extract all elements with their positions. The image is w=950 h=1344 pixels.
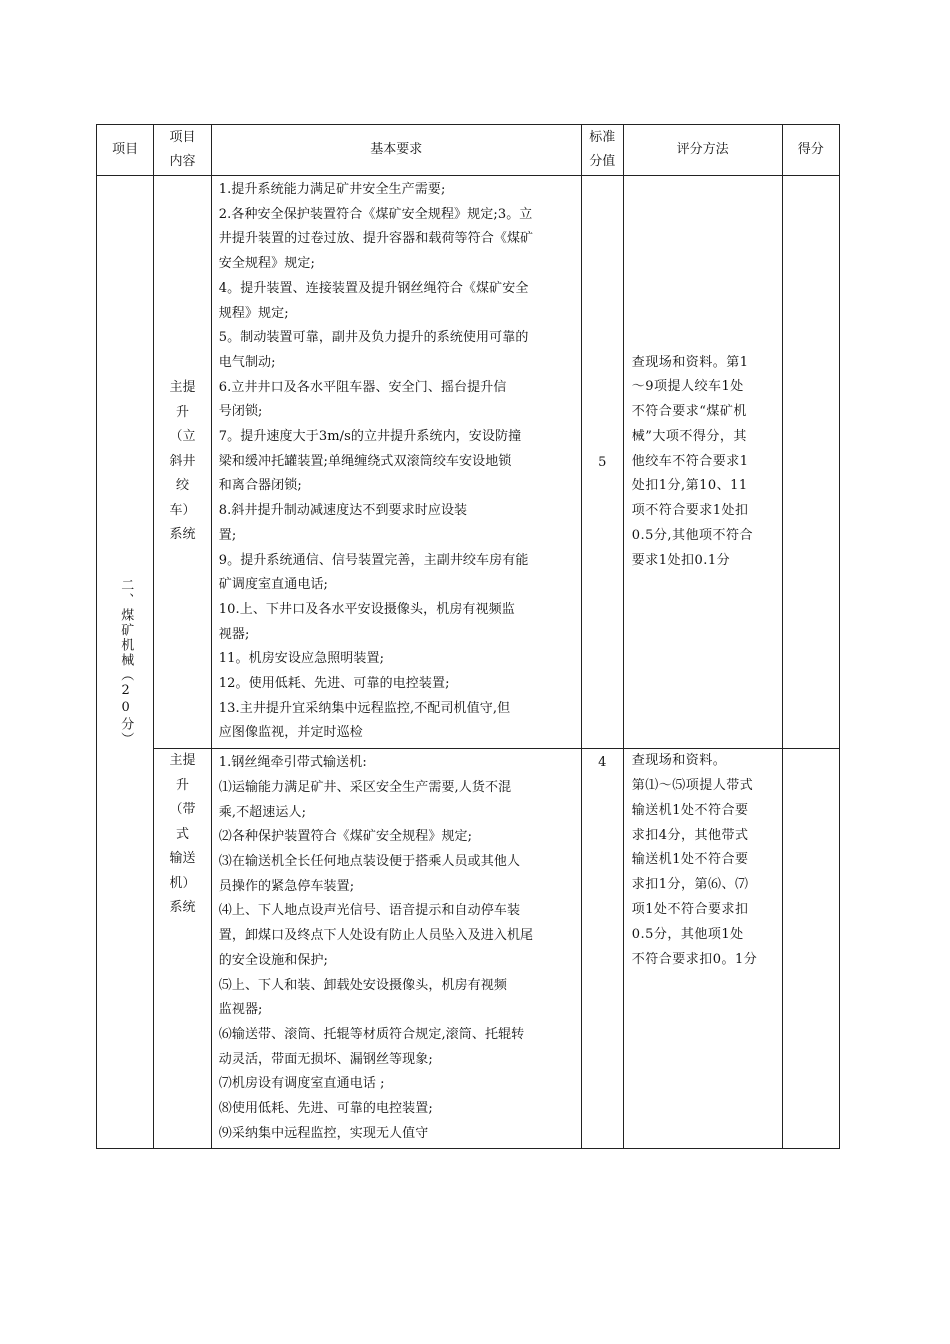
standard-cell xyxy=(581,176,623,749)
requirement-line: ⑸上、下人和装、卸载处安设摄像头，机房有视频 xyxy=(218,977,507,993)
requirements-cell xyxy=(211,176,581,749)
method-line: 输送机1处不符合要 xyxy=(631,802,749,818)
method-line: 项1处不符合要求扣 xyxy=(631,901,749,917)
method-line: 0.5分,其他项不符合 xyxy=(631,528,754,544)
method-line: ～9项提人绞车1处 xyxy=(631,379,744,395)
method-text xyxy=(624,351,782,574)
requirement-line: 5。制动装置可靠，副井及负力提升的系统使用可靠的 xyxy=(218,330,529,346)
content-line: 车） xyxy=(169,502,196,518)
requirement-line: 应图像监视，并定时巡检 xyxy=(218,725,363,741)
method-line: 项不符合要求1处扣 xyxy=(631,503,749,519)
requirement-line: 安全规程》规定; xyxy=(218,256,315,272)
content-line: 升 xyxy=(176,404,190,420)
requirement-line: 的安全设施和保护; xyxy=(218,952,329,968)
requirement-line: 11。机房安设应急照明装置; xyxy=(218,651,385,667)
method-cell xyxy=(623,749,782,1149)
method-line: 查现场和资料。第1 xyxy=(631,354,749,370)
requirements-list xyxy=(212,749,581,1148)
requirements-list xyxy=(212,176,581,748)
method-line: 0.5分，其他项1处 xyxy=(631,926,744,942)
table-row-winch xyxy=(97,176,840,749)
requirement-line: 12。使用低耗、先进、可靠的电控装置; xyxy=(218,676,450,692)
method-line: 不符合要求扣0。1分 xyxy=(631,951,758,967)
header-requirements: 基本要求 xyxy=(211,125,581,176)
content-line: 机） xyxy=(169,875,196,891)
requirement-line: 井提升装置的过卷过放、提升容器和载荷等符合《煤矿 xyxy=(218,231,534,247)
section-name-cell xyxy=(97,176,154,1149)
content-line: （立 xyxy=(169,429,196,445)
standard-value: 4 xyxy=(598,755,607,771)
requirement-line: ⑶在输送机全长任何地点装设便于搭乘人员或其他人 xyxy=(218,853,521,869)
content-line: 主提 xyxy=(169,753,196,769)
method-line: 求扣1分，第⑹、⑺ xyxy=(631,877,749,893)
requirement-line: 4。提升装置、连接装置及提升钢丝绳符合《煤矿安全 xyxy=(218,280,529,296)
content-line: 主提 xyxy=(169,380,196,396)
method-line: 求扣4分，其他带式 xyxy=(631,827,749,843)
content-line: 式 xyxy=(176,826,190,842)
method-line: 第⑴～⑸项提人带式 xyxy=(631,777,754,793)
requirement-line: 监视器; xyxy=(218,1002,263,1018)
method-line: 查现场和资料。 xyxy=(631,753,727,769)
score-cell xyxy=(782,749,839,1149)
content-line: 绞 xyxy=(176,478,190,494)
requirement-line: 9。提升系统通信、信号装置完善，主副井绞车房有能 xyxy=(218,552,529,568)
requirement-line: ⑻使用低耗、先进、可靠的电控装置; xyxy=(218,1101,433,1117)
requirement-line: 6.立井井口及各水平阻车器、安全门、摇台提升信 xyxy=(218,379,507,395)
content-cell xyxy=(154,749,211,1149)
requirements-cell xyxy=(211,749,581,1149)
requirement-line: 置，卸煤口及终点下人处设有防止人员坠入及进入机尾 xyxy=(218,928,534,944)
method-line: 他绞车不符合要求1 xyxy=(631,453,749,469)
method-cell xyxy=(623,176,782,749)
header-score: 得分 xyxy=(782,125,839,176)
method-line: 输送机1处不符合要 xyxy=(631,852,749,868)
requirement-line: 动灵活，带面无损坏、漏钢丝等现象; xyxy=(218,1051,433,1067)
requirement-line: 1.钢丝绳牵引带式输送机: xyxy=(218,755,367,771)
section-name: 二、煤矿机械（20分） xyxy=(118,577,134,747)
content-name xyxy=(154,376,210,548)
header-content: 项目 内容 xyxy=(154,125,211,176)
content-line: 系统 xyxy=(169,527,196,543)
header-standard: 标准 分值 xyxy=(581,125,623,176)
method-line: 处扣1分,第10、11 xyxy=(631,478,748,494)
header-item: 项目 xyxy=(97,125,154,176)
requirement-line: 1.提升系统能力满足矿井安全生产需要; xyxy=(218,182,446,197)
requirement-line: 10.上、下井口及各水平安设摄像头，机房有视频监 xyxy=(218,601,515,617)
method-line: 要求1处扣0.1分 xyxy=(631,552,731,568)
requirement-line: 和离合器闭锁; xyxy=(218,478,302,494)
requirement-line: 视器; xyxy=(218,626,250,642)
requirement-line: 置; xyxy=(218,527,237,543)
header-row xyxy=(97,125,840,176)
requirement-line: 8.斜井提升制动减速度达不到要求时应设装 xyxy=(218,503,468,519)
requirement-line: 规程》规定; xyxy=(218,305,289,321)
requirement-line: 13.主井提升宜采纳集中远程监控,不配司机值守,但 xyxy=(218,700,511,716)
method-line: 不符合要求“煤矿机 xyxy=(631,404,747,420)
requirement-line: 乘,不超速运人; xyxy=(218,804,307,820)
method-line: 械”大项不得分，其 xyxy=(631,428,747,444)
content-line: 升 xyxy=(176,777,190,793)
requirement-line: ⑼采纳集中远程监控，实现无人值守 xyxy=(218,1125,429,1141)
requirement-line: 号闭锁; xyxy=(218,404,263,420)
method-text xyxy=(624,749,782,972)
requirement-line: 员操作的紧急停车装置; xyxy=(218,878,355,894)
content-line: 斜井 xyxy=(169,453,196,469)
requirement-line: ⑵各种保护装置符合《煤矿安全规程》规定; xyxy=(218,829,473,845)
requirement-line: ⑹输送带、滚筒、托辊等材质符合规定,滚筒、托辊转 xyxy=(218,1026,525,1042)
requirement-line: 7。提升速度大于3m/s的立井提升系统内，安设防撞 xyxy=(218,429,522,445)
content-cell xyxy=(154,176,211,749)
requirement-line: ⑷上、下人地点设声光信号、语音提示和自动停车装 xyxy=(218,903,521,919)
content-line: 系统 xyxy=(169,900,196,916)
requirement-line: 矿调度室直通电话; xyxy=(218,577,329,593)
score-cell xyxy=(782,176,839,749)
evaluation-table xyxy=(96,124,840,1149)
content-line: 输送 xyxy=(169,851,196,867)
standard-cell xyxy=(581,749,623,1149)
standard-value: 5 xyxy=(598,454,607,470)
requirement-line: 梁和缓冲托罐装置;单绳缠绕式双滚筒绞车安设地锁 xyxy=(218,453,512,469)
header-method: 评分方法 xyxy=(623,125,782,176)
requirement-line: ⑺机房设有调度室直通电话 ; xyxy=(218,1076,385,1092)
content-line: （带 xyxy=(169,802,196,818)
requirement-line: ⑴运输能力满足矿井、采区安全生产需要,人货不混 xyxy=(218,779,512,795)
content-name xyxy=(154,749,210,921)
requirement-line: 电气制动; xyxy=(218,354,276,370)
requirement-line: 2.各种安全保护装置符合《煤矿安全规程》规定;3。立 xyxy=(218,206,533,222)
table-row-conveyor xyxy=(97,749,840,1149)
